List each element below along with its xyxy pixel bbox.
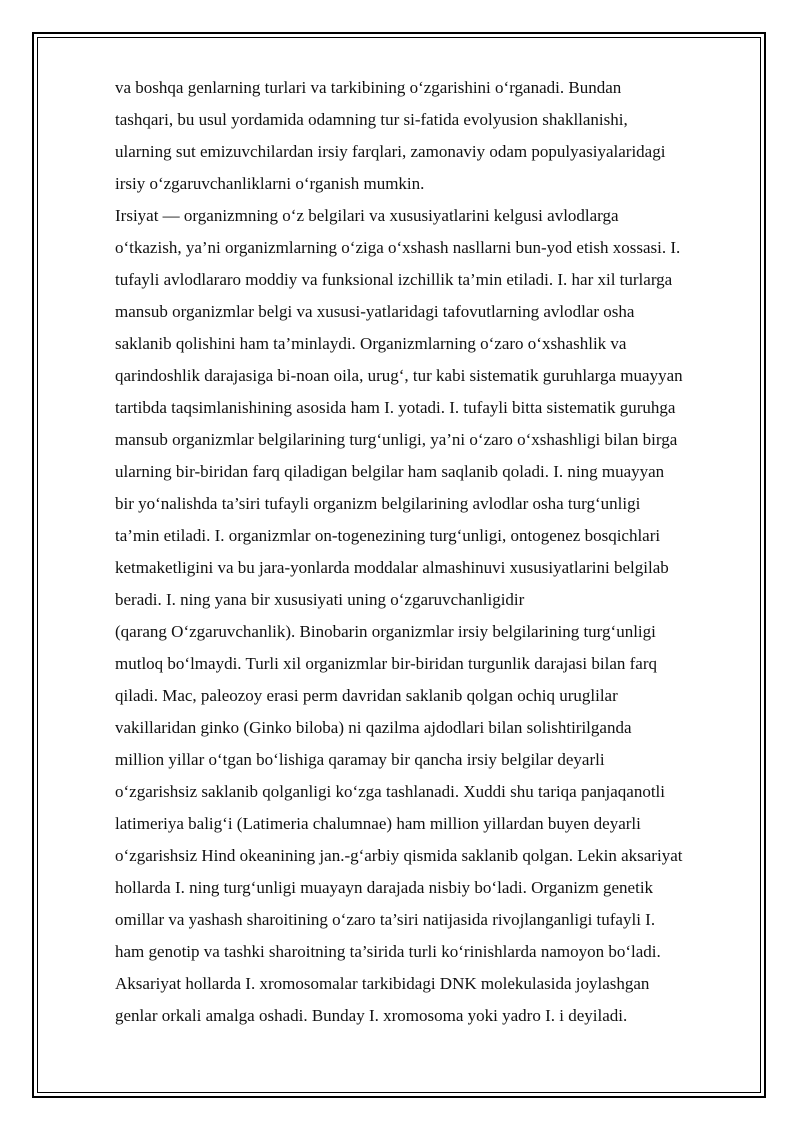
text-line: bir yo‘nalishda ta’siri tufayli organizm belgilarining avlodlar osha turg‘unligi bbox=[115, 494, 641, 513]
text-line: tashqari, bu usul yordamida odamning tur si-fatida evolyusion shakllanishi, bbox=[115, 110, 628, 129]
text-line: o‘zgarishsiz Hind okeanining jan.-g‘arbiy qismida saklanib qolgan. Lekin aksariyat bbox=[115, 846, 683, 865]
text-line: million yillar o‘tgan bo‘lishiga qaramay bir qancha irsiy belgilar deyarli bbox=[115, 750, 605, 769]
document-body bbox=[115, 72, 735, 1032]
text-line: va boshqa genlarning turlari va tarkibining o‘zgarishini o‘rganadi. Bundan bbox=[115, 78, 622, 97]
text-line: vakillaridan ginko (Ginko biloba) ni qazilma ajdodlari bilan solishtirilganda bbox=[115, 718, 632, 737]
text-line: Irsiyat — organizmning o‘z belgilari va xususiyatlarini kelgusi avlodlarga bbox=[115, 206, 619, 225]
text-line: tufayli avlodlararo moddiy va funksional izchillik ta’min etiladi. I. har xil turlarga bbox=[115, 270, 673, 289]
text-line: tartibda taqsimlanishining asosida ham I. yotadi. I. tufayli bitta sistematik guruhga bbox=[115, 398, 676, 417]
text-line: o‘zgarishsiz saklanib qolganligi ko‘zga tashlanadi. Xuddi shu tariqa panjaqanotli bbox=[115, 782, 665, 801]
text-line: ularning bir-biridan farq qiladigan belgilar ham saqlanib qoladi. I. ning muayyan bbox=[115, 462, 665, 481]
text-line: irsiy o‘zgaruvchanliklarni o‘rganish mumkin. bbox=[115, 174, 425, 193]
text-line: genlar orkali amalga oshadi. Bunday I. xromosoma yoki yadro I. i deyiladi. bbox=[115, 1006, 628, 1025]
text-line: (qarang O‘zgaruvchanlik). Binobarin organizmlar irsiy belgilarining turg‘unligi bbox=[115, 622, 656, 641]
text-line: ta’min etiladi. I. organizmlar on-togenezining turg‘unligi, ontogenez bosqichlari bbox=[115, 526, 661, 545]
text-line: mansub organizmlar belgilarining turg‘unligi, ya’ni o‘zaro o‘xshashligi bilan birga bbox=[115, 430, 678, 449]
text-line: hollarda I. ning turg‘unligi muayayn darajada nisbiy bo‘ladi. Organizm genetik bbox=[115, 878, 654, 897]
text-line: qarindoshlik darajasiga bi-noan oila, urug‘, tur kabi sistematik guruhlarga muayyan bbox=[115, 366, 683, 385]
text-line: saklanib qolishini ham ta’minlaydi. Organizmlarning o‘zaro o‘xshashlik va bbox=[115, 334, 627, 353]
text-line: ularning sut emizuvchilardan irsiy farqlari, zamonaviy odam populyasiyalaridagi bbox=[115, 142, 666, 161]
text-line: mutloq bo‘lmaydi. Turli xil organizmlar bir-biridan turgunlik darajasi bilan farq bbox=[115, 654, 657, 673]
text-line: ham genotip va tashki sharoitning ta’sirida turli ko‘rinishlarda namoyon bo‘ladi. bbox=[115, 942, 661, 961]
text-line: Aksariyat hollarda I. xromosomalar tarkibidagi DNK molekulasida joylashgan bbox=[115, 974, 650, 993]
text-line: beradi. I. ning yana bir xususiyati uning o‘zgaruvchanligidir bbox=[115, 590, 525, 609]
text-line: omillar va yashash sharoitining o‘zaro ta’siri natijasida rivojlanganligi tufayli I. bbox=[115, 910, 656, 929]
text-line: qiladi. Mac, paleozoy erasi perm davridan saklanib qolgan ochiq uruglilar bbox=[115, 686, 618, 705]
text-line: o‘tkazish, ya’ni organizmlarning o‘ziga o‘xshash nasllarni bun-yod etish xossasi. I. bbox=[115, 238, 681, 257]
text-line: ketmaketligini va bu jara-yonlarda moddalar almashinuvi xususiyatlarini belgilab bbox=[115, 558, 669, 577]
text-line: latimeriya balig‘i (Latimeria chalumnae) ham million yillardan buyen deyarli bbox=[115, 814, 641, 833]
text-line: mansub organizmlar belgi va xususi-yatlaridagi tafovutlarning avlodlar osha bbox=[115, 302, 635, 321]
